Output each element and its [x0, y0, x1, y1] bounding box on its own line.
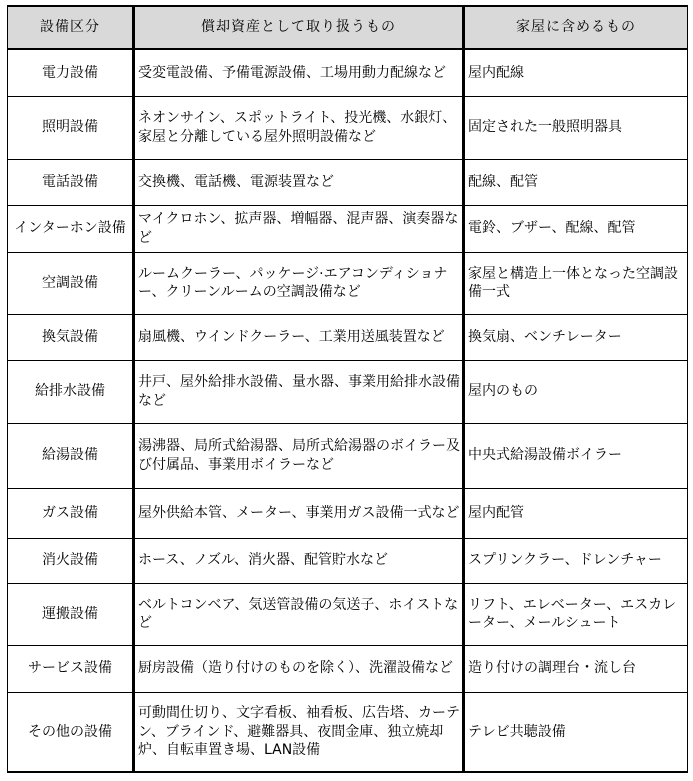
- table-row: [8, 96, 688, 159]
- header-category: 設備区分: [8, 6, 134, 49]
- house-cell: 配線、配管: [464, 159, 688, 205]
- depreciable-cell: ネオンサイン、スポットライト、投光機、水銀灯、家屋と分離している屋外照明設備など: [134, 96, 464, 159]
- depreciable-cell: 可動間仕切り、文字看板、袖看板、広告塔、カーテン、ブラインド、避難器具、夜間金庫、独立焼却炉、自転車置き場、LAN設備: [134, 692, 464, 772]
- house-cell: 中央式給湯設備ボイラー: [464, 423, 688, 488]
- category-cell: 消火設備: [8, 538, 134, 583]
- house-cell: リフト、エレベーター、エスカレーター、メールシュート: [464, 583, 688, 645]
- table-row: [8, 252, 688, 314]
- category-cell: 電力設備: [8, 49, 134, 96]
- header-row: [8, 6, 688, 49]
- house-cell: 屋内のもの: [464, 360, 688, 423]
- table-row: [8, 49, 688, 96]
- house-cell: 造り付けの調理台・流し台: [464, 645, 688, 692]
- table-row: [8, 360, 688, 423]
- house-cell: スプリンクラー、ドレンチャー: [464, 538, 688, 583]
- category-cell: ガス設備: [8, 488, 134, 538]
- house-cell: 屋内配管: [464, 488, 688, 538]
- house-cell: 屋内配線: [464, 49, 688, 96]
- equipment-classification-table: [7, 5, 688, 773]
- table-row: [8, 205, 688, 252]
- category-cell: 換気設備: [8, 314, 134, 360]
- category-cell: 運搬設備: [8, 583, 134, 645]
- depreciable-cell: マイクロホン、拡声器、増幅器、混声器、演奏器など: [134, 205, 464, 252]
- header-depreciable: 償却資産として取り扱うもの: [134, 6, 464, 49]
- house-cell: 換気扇、ベンチレーター: [464, 314, 688, 360]
- category-cell: 給湯設備: [8, 423, 134, 488]
- depreciable-cell: 扇風機、ウインドクーラー、工業用送風装置など: [134, 314, 464, 360]
- category-cell: その他の設備: [8, 692, 134, 772]
- house-cell: 電鈴、ブザー、配線、配管: [464, 205, 688, 252]
- category-cell: 電話設備: [8, 159, 134, 205]
- category-cell: 給排水設備: [8, 360, 134, 423]
- depreciable-cell: 屋外供給本管、メーター、事業用ガス設備一式など: [134, 488, 464, 538]
- depreciable-cell: 湯沸器、局所式給湯器、局所式給湯器のボイラー及び付属品、事業用ボイラーなど: [134, 423, 464, 488]
- depreciable-cell: 交換機、電話機、電源装置など: [134, 159, 464, 205]
- house-cell: 固定された一般照明器具: [464, 96, 688, 159]
- table-row: [8, 423, 688, 488]
- house-cell: テレビ共聴設備: [464, 692, 688, 772]
- table-row: [8, 692, 688, 772]
- depreciable-cell: ベルトコンベア、気送管設備の気送子、ホイストなど: [134, 583, 464, 645]
- depreciable-cell: ルームクーラー、パッケージ·エアコンディショナー、クリーンルームの空調設備など: [134, 252, 464, 314]
- depreciable-cell: 井戸、屋外給排水設備、量水器、事業用給排水設備など: [134, 360, 464, 423]
- category-cell: インターホン設備: [8, 205, 134, 252]
- category-cell: 空調設備: [8, 252, 134, 314]
- house-cell: 家屋と構造上一体となった空調設備一式: [464, 252, 688, 314]
- depreciable-cell: 厨房設備（造り付けのものを除く）、洗濯設備など: [134, 645, 464, 692]
- depreciable-cell: 受変電設備、予備電源設備、工場用動力配線など: [134, 49, 464, 96]
- table-row: [8, 645, 688, 692]
- header-house: 家屋に含めるもの: [464, 6, 688, 49]
- category-cell: 照明設備: [8, 96, 134, 159]
- table-row: [8, 488, 688, 538]
- category-cell: サービス設備: [8, 645, 134, 692]
- table-row: [8, 314, 688, 360]
- table-row: [8, 159, 688, 205]
- depreciable-cell: ホース、ノズル、消火器、配管貯水など: [134, 538, 464, 583]
- table-row: [8, 583, 688, 645]
- table-row: [8, 538, 688, 583]
